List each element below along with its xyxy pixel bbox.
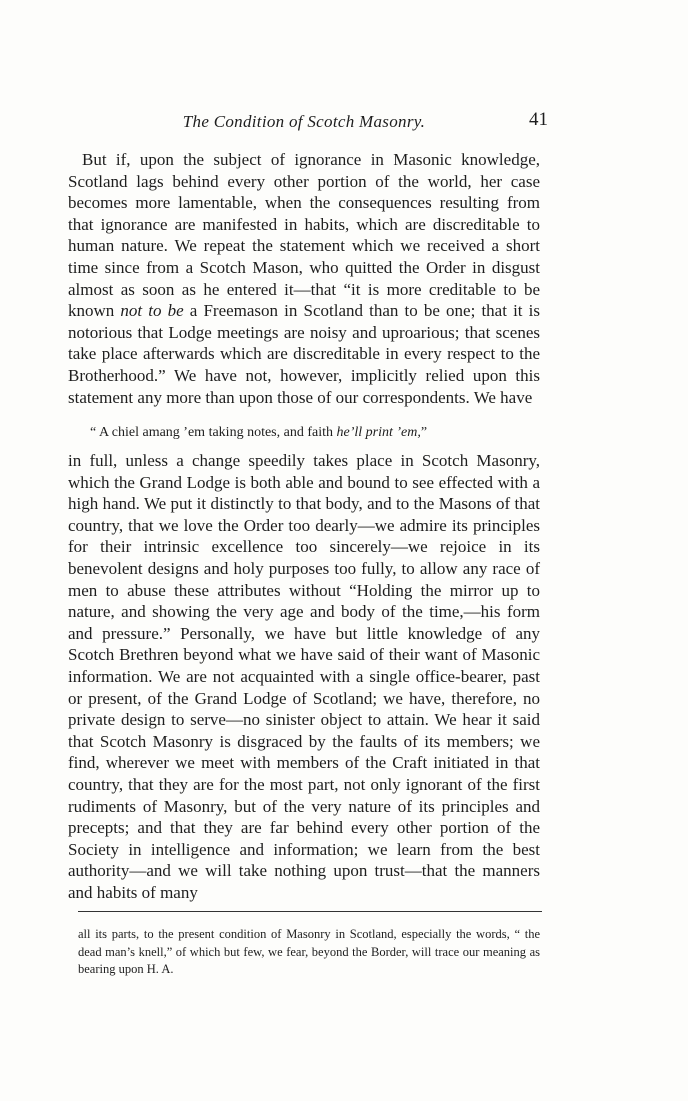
quote-italic: he’ll print ’em, [336,425,421,440]
footnote-divider [78,911,542,912]
running-head [68,109,548,138]
quote-close: ” [420,425,428,440]
italic-not-to-be: not to be [120,301,184,321]
body-paragraph-2: in full, unless a change speedily takes place in Scotch Masonry, which the Grand Lodge is both able and bound to see effected with a high hand. We put it distinctly to that body, and to the Masons of that country, that we love the Order too dearly—we admire its principles for their intrinsic excellence too sincerely—we rejoice in its benevolent designs and holy purposes too fully, to allow any race of men to abuse these attributes without “Holding the mirror up to nature, and showing the very age and body of the time,—his form and pressure.” Personally, we have but little knowledge of any Scotch Brethren beyond what we have said of their want of Masonic information. We are not acquainted with a single office-bearer, past or present, of the Grand Lodge of Scotland; we have, therefore, no private design to serve—no sinister object to attain. We hear it said that Scotch Masonry is disgraced by the faults of its members; we find, wherever we meet with members of the Craft initiated in that country, that they are for the most part, not only ignorant of the first rudiments of Masonry, but of the very nature of its principles and precepts; and that they are far behind every other portion of the Society in intelligence and information; we learn from the best authority—and we will take nothing upon trust—that the manners and habits of many [68,451,540,902]
body-paragraph-1 [68,149,540,408]
block-quote [90,424,540,442]
page-number: 41 [529,109,548,130]
paragraph-1-part-b: a Freemason in Scotland than to be one; that it is notorious that Lodge meetings are noisy and uproarious; that scenes take place afterwards which are discreditable in every respect to the Brotherhood.” We have not, however, implicitly relied upon this statement any more than upon those of our correspondents. We have [68,301,540,407]
paragraph-1-part-a: But if, upon the subject of ignorance in Masonic knowledge, Scotland lags behind every other portion of the world, her case becomes more lamentable, when the consequences resulting from that ignorance are manifested in habits, which are discreditable to human nature. We repeat the statement which we received a short time since from a Scotch Mason, who quitted the Order in disgust almost as soon as he entered it—that “it is more creditable to be known [68,150,540,321]
footnote: all its parts, to the present condition of Masonry in Scotland, especially the words, “ the dead man’s knell,” of which but few, we fear, beyond the Border, will trace our meaning as bearing upon H. A. [78,927,540,976]
quote-open: “ A chiel amang ’em taking notes, and faith [90,425,337,440]
running-title: The Condition of Scotch Masonry. [182,112,426,131]
